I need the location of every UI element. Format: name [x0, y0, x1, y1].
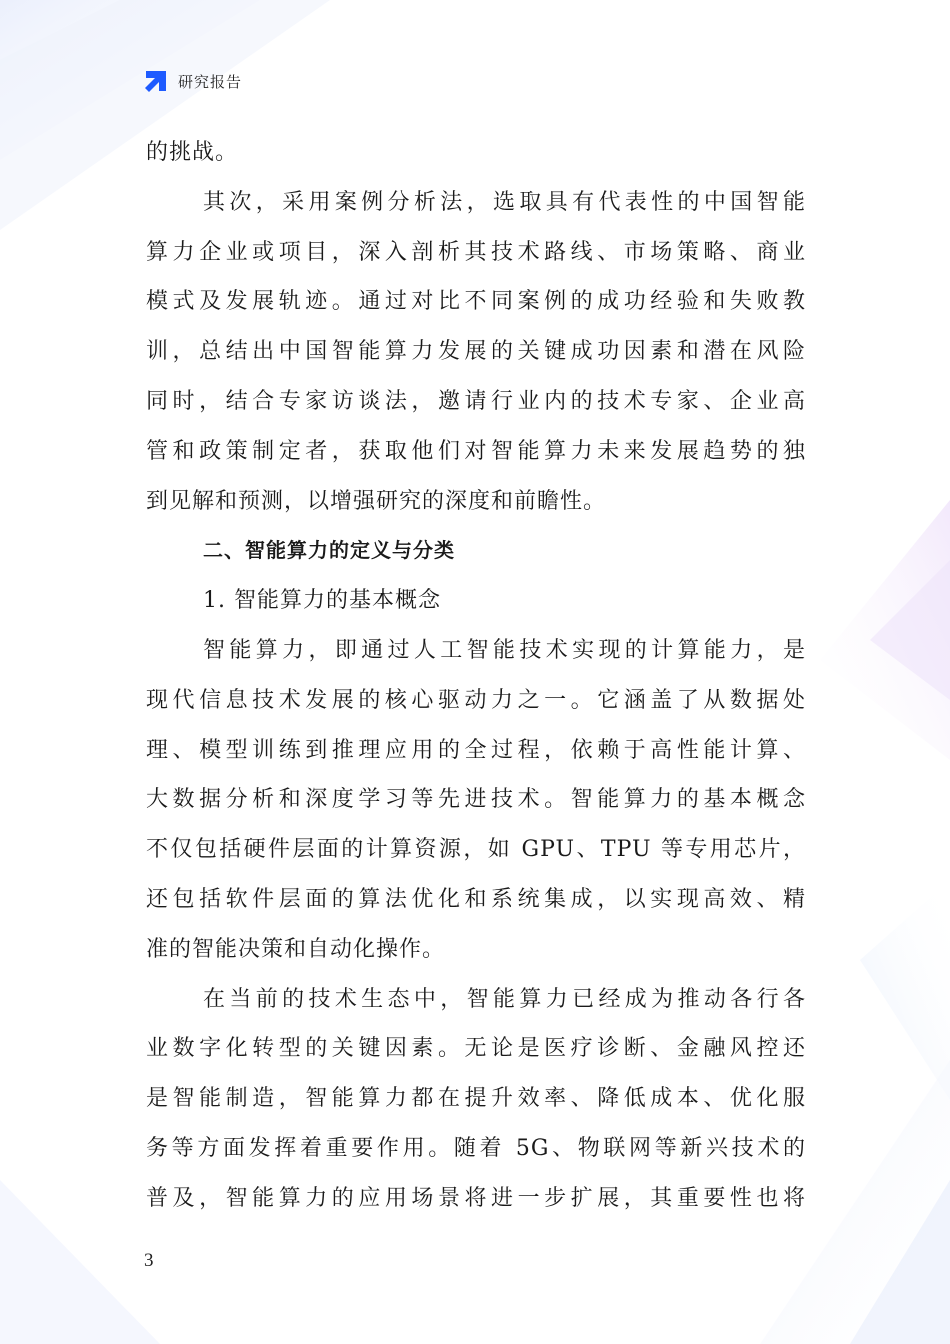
paragraph-line: 不仅包括硬件层面的计算资源，如 GPU、TPU 等专用芯片，	[146, 837, 806, 863]
paragraph-line: 是智能制造，智能算力都在提升效率、降低成本、优化服	[146, 1086, 806, 1112]
report-header	[143, 68, 242, 94]
section-heading: 二、智能算力的定义与分类	[203, 538, 455, 563]
paragraph-line: 普及，智能算力的应用场景将进一步扩展，其重要性也将	[146, 1185, 806, 1211]
paragraph-line: 还包括软件层面的算法优化和系统集成，以实现高效、精	[146, 886, 806, 912]
paragraph-line: 模式及发展轨迹。通过对比不同案例的成功经验和失败教	[146, 289, 806, 315]
paragraph-line: 算力企业或项目，深入剖析其技术路线、市场策略、商业	[146, 239, 806, 265]
paragraph-line: 准的智能决策和自动化操作。	[146, 936, 446, 962]
paragraph-line: 务等方面发挥着重要作用。随着 5G、物联网等新兴技术的	[146, 1135, 806, 1161]
paragraph-line: 其次，采用案例分析法，选取具有代表性的中国智能	[203, 189, 806, 215]
page-number: 3	[144, 1250, 154, 1271]
subsection-heading: 1. 智能算力的基本概念	[203, 588, 441, 614]
paragraph-line: 管和政策制定者，获取他们对智能算力未来发展趋势的独	[146, 438, 806, 464]
paragraph-line: 在当前的技术生态中，智能算力已经成为推动各行各	[203, 986, 806, 1012]
paragraph-line: 现代信息技术发展的核心驱动力之一。它涵盖了从数据处	[146, 687, 806, 713]
paragraph-line: 训，总结出中国智能算力发展的关键成功因素和潜在风险	[146, 339, 806, 365]
header-title: 研究报告	[178, 72, 243, 91]
paragraph-line: 业数字化转型的关键因素。无论是医疗诊断、金融风控还	[146, 1036, 806, 1062]
paragraph-line: 智能算力，即通过人工智能技术实现的计算能力，是	[203, 637, 806, 663]
paragraph-line: 的挑战。	[146, 140, 239, 165]
arrow-up-right-icon	[143, 68, 169, 94]
paragraph-line: 大数据分析和深度学习等先进技术。智能算力的基本概念	[146, 787, 806, 813]
paragraph-line: 同时，结合专家访谈法，邀请行业内的技术专家、企业高	[146, 388, 806, 414]
paragraph-line: 到见解和预测，以增强研究的深度和前瞻性。	[146, 488, 607, 514]
document-body	[146, 128, 806, 1224]
paragraph-line: 理、模型训练到推理应用的全过程，依赖于高性能计算、	[146, 737, 806, 763]
